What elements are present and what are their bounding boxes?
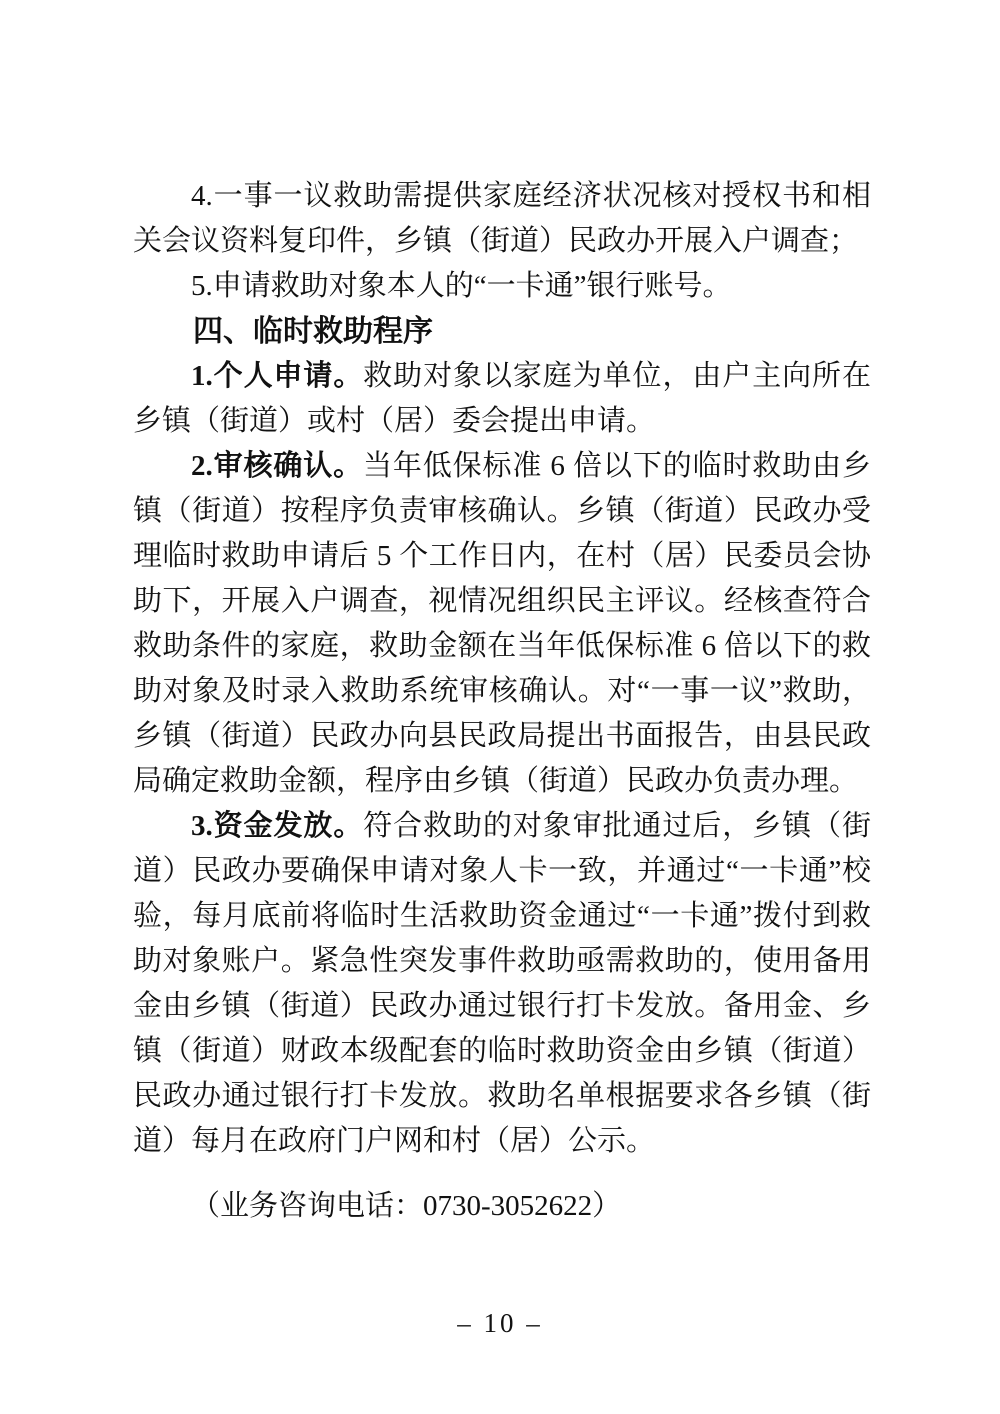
paragraph-text-review-confirmation: 当年低保标准 6 倍以下的临时救助由乡镇（街道）按程序负责审核确认。乡镇（街道）民政办受理临时救助申请后 5 个工作日内，在村（居）民委员会协助下，开展入户调查，视情况组织民主评议。经核查符合救助条件的家庭，救助金额在当年低保标准 6 倍以下的救助对象及时录入救助系统审核确认。对“一事一议”救助，乡镇（街道）民政办向县民政局提出书面报告，由县民政局确定救助金额，程序由乡镇（街道）民政办负责办理。 <box>133 450 871 797</box>
paragraph-individual-application <box>133 354 871 444</box>
paragraph-fund-disbursement <box>133 804 871 1164</box>
document-body <box>133 174 871 1229</box>
list-item-4: 4.一事一议救助需提供家庭经济状况核对授权书和相关会议资料复印件，乡镇（街道）民政办开展入户调查； <box>133 180 871 257</box>
section-heading-temporary-assistance-procedure: 四、临时救助程序 <box>193 315 433 348</box>
paragraph-text-individual-application: 救助对象以家庭为单位，由户主向所在乡镇（街道）或村（居）委会提出申请。 <box>133 360 871 437</box>
paragraph-lead-fund-disbursement: 3.资金发放。 <box>191 810 364 842</box>
paragraph-text-fund-disbursement: 符合救助的对象审批通过后，乡镇（街道）民政办要确保申请对象人卡一致，并通过“一卡通”校验，每月底前将临时生活救助资金通过“一卡通”拨付到救助对象账户。紧急性突发事件救助亟需救助的，使用备用金由乡镇（街道）民政办通过银行打卡发放。备用金、乡镇（街道）财政本级配套的临时救助资金由乡镇（街道）民政办通过银行打卡发放。救助名单根据要求各乡镇（街道）每月在政府门户网和村（居）公示。 <box>133 810 871 1157</box>
page-number: – 10 – <box>457 1308 543 1338</box>
contact-phone-line: （业务咨询电话：0730-3052622） <box>191 1190 622 1222</box>
paragraph-lead-review-confirmation: 2.审核确认。 <box>191 450 364 482</box>
paragraph-review-confirmation <box>133 444 871 804</box>
list-item-5: 5.申请救助对象本人的“一卡通”银行账号。 <box>191 270 732 302</box>
paragraph-lead-individual-application: 1.个人申请。 <box>191 360 364 392</box>
